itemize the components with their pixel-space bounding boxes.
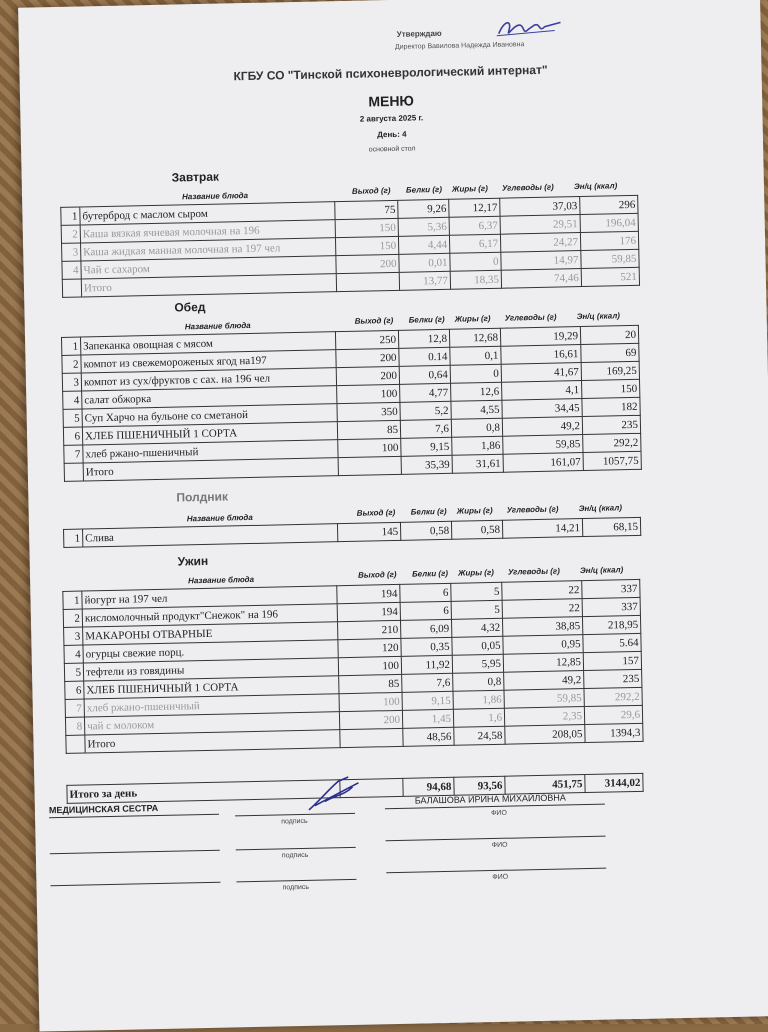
signature-caption: подпись bbox=[281, 851, 309, 860]
dish-fat: 0 bbox=[450, 364, 501, 383]
row-number: 2 bbox=[61, 225, 80, 243]
dish-protein: 9,15 bbox=[402, 691, 453, 710]
dish-energy: 157 bbox=[583, 651, 641, 670]
dish-protein: 4,77 bbox=[400, 383, 451, 402]
row-number: 7 bbox=[64, 445, 83, 463]
total-label: Итого bbox=[85, 730, 340, 753]
dish-name: Каша вязкая ячневая молочная на 196 bbox=[80, 220, 335, 243]
lunch-title: Обед bbox=[174, 299, 206, 315]
dish-fat: 5 bbox=[451, 582, 502, 601]
dish-yield: 100 bbox=[338, 438, 401, 457]
signature-caption: подпись bbox=[282, 883, 310, 892]
col-carbs-header: Углеводы (г) bbox=[506, 504, 559, 515]
total-label: Итого bbox=[83, 458, 338, 481]
dish-yield: 120 bbox=[338, 638, 401, 657]
dish-carbs: 14,97 bbox=[501, 251, 581, 271]
dish-carbs: 12,85 bbox=[503, 653, 583, 673]
dish-yield: 350 bbox=[337, 402, 400, 421]
dish-name: Суп Харчо на бульоне со сметаной bbox=[82, 404, 337, 427]
dish-carbs: 16,61 bbox=[501, 345, 581, 365]
dish-yield: 194 bbox=[337, 602, 400, 621]
total-carbs: 208,05 bbox=[505, 725, 585, 745]
day-total-protein: 94,68 bbox=[403, 777, 454, 796]
dish-name: тефтели из говядины bbox=[83, 658, 338, 681]
dish-energy: 20 bbox=[580, 325, 638, 344]
dish-fat: 6,37 bbox=[449, 216, 500, 235]
dinner-title: Ужин bbox=[177, 553, 209, 569]
dish-yield: 200 bbox=[336, 254, 399, 273]
row-number bbox=[64, 463, 83, 481]
dish-energy: 337 bbox=[582, 597, 640, 616]
dish-protein: 12,8 bbox=[398, 329, 449, 348]
dish-energy: 5.64 bbox=[583, 633, 641, 652]
dish-name: бутерброд с маслом сыром bbox=[80, 202, 335, 225]
dinner-table bbox=[62, 579, 643, 754]
nurse-position: МЕДИЦИНСКАЯ СЕСТРА bbox=[48, 803, 159, 816]
total-yield bbox=[338, 456, 401, 475]
director-line: Директор Вавилова Надежда Ивановна bbox=[394, 41, 525, 51]
dish-energy: 68,15 bbox=[582, 517, 640, 536]
dish-energy: 196,04 bbox=[580, 213, 638, 232]
row-number: 5 bbox=[64, 663, 83, 681]
dish-energy: 69 bbox=[581, 343, 639, 362]
signature-line bbox=[236, 879, 356, 883]
dish-name: Слива bbox=[83, 524, 338, 547]
dish-energy: 182 bbox=[582, 397, 640, 416]
dish-energy: 176 bbox=[580, 231, 638, 250]
total-fat: 18,35 bbox=[450, 270, 501, 289]
dish-fat: 5 bbox=[451, 600, 502, 619]
dish-protein: 0,64 bbox=[399, 365, 450, 384]
dish-fat: 0,58 bbox=[451, 520, 502, 539]
dish-protein: 0,01 bbox=[399, 253, 450, 272]
col-energy-header: Эн/ц (ккал) bbox=[578, 503, 623, 514]
total-yield bbox=[336, 272, 399, 291]
fio-caption: ФИО bbox=[492, 873, 509, 882]
dish-name: МАКАРОНЫ ОТВАРНЫЕ bbox=[83, 622, 338, 645]
dish-carbs: 4,1 bbox=[502, 381, 582, 401]
dish-carbs: 19,29 bbox=[500, 327, 580, 347]
dish-yield: 100 bbox=[337, 384, 400, 403]
menu-date: 2 августа 2025 г. bbox=[359, 113, 424, 124]
row-number: 1 bbox=[61, 207, 80, 225]
total-carbs: 161,07 bbox=[503, 453, 583, 473]
col-name-header: Название блюда bbox=[181, 190, 249, 202]
col-carbs-header: Углеводы (г) bbox=[501, 182, 554, 193]
dish-carbs: 24,27 bbox=[500, 233, 580, 253]
dish-name: йогурт на 197 чел bbox=[82, 586, 337, 609]
dish-protein: 9,26 bbox=[398, 199, 449, 218]
day-total-fat: 93,56 bbox=[454, 776, 505, 795]
snack-title: Полдник bbox=[176, 489, 229, 505]
total-protein: 35,39 bbox=[401, 455, 452, 474]
row-number: 3 bbox=[62, 373, 81, 391]
col-name-header: Название блюда bbox=[184, 320, 251, 332]
approval-label: Утверждаю bbox=[396, 28, 442, 39]
dish-energy: 235 bbox=[584, 669, 642, 688]
dish-yield: 100 bbox=[338, 656, 401, 675]
col-protein-header: Белки (г) bbox=[411, 568, 449, 579]
dish-name: Каша жидкая манная молочная на 197 чел bbox=[81, 238, 336, 261]
dish-yield: 100 bbox=[339, 692, 402, 711]
fio-caption: ФИО bbox=[491, 841, 508, 850]
dish-protein: 1,45 bbox=[402, 709, 453, 728]
row-number: 1 bbox=[64, 529, 83, 547]
fio-line bbox=[386, 868, 606, 874]
dish-yield: 250 bbox=[335, 330, 398, 349]
dish-protein: 11,92 bbox=[401, 655, 452, 674]
total-protein: 13,77 bbox=[399, 271, 450, 290]
dish-yield: 85 bbox=[337, 420, 400, 439]
dish-fat: 1,86 bbox=[452, 436, 503, 455]
day-total-label: Итого за день bbox=[67, 780, 340, 804]
dish-energy: 218,95 bbox=[582, 615, 640, 634]
row-number: 8 bbox=[65, 717, 84, 735]
day-total-carbs: 451,75 bbox=[505, 775, 585, 795]
dish-energy: 292,2 bbox=[583, 433, 641, 452]
dish-protein: 6 bbox=[400, 601, 451, 620]
row-number: 6 bbox=[65, 681, 84, 699]
row-number: 2 bbox=[63, 609, 82, 627]
row-number bbox=[66, 735, 85, 753]
dish-fat: 0,05 bbox=[452, 636, 503, 655]
dish-yield: 200 bbox=[339, 710, 402, 729]
nurse-signature bbox=[304, 775, 365, 816]
dish-protein: 5,2 bbox=[400, 401, 451, 420]
total-label: Итого bbox=[81, 274, 336, 297]
dish-protein: 0,35 bbox=[401, 637, 452, 656]
row-number: 4 bbox=[64, 645, 83, 663]
dish-name: чай с молоком bbox=[84, 712, 339, 735]
col-carbs-header: Углеводы (г) bbox=[504, 312, 557, 323]
nurse-full-name: БАЛАШОВА ИРИНА МИХАЙЛОВНА bbox=[414, 792, 566, 806]
row-number: 3 bbox=[64, 627, 83, 645]
col-fat-header: Жиры (г) bbox=[457, 567, 494, 578]
snack-table bbox=[63, 517, 641, 548]
col-yield-header: Выход (г) bbox=[354, 315, 394, 326]
dish-yield: 85 bbox=[339, 674, 402, 693]
breakfast-title: Завтрак bbox=[171, 169, 220, 185]
col-yield-header: Выход (г) bbox=[356, 507, 396, 518]
dish-yield: 200 bbox=[336, 366, 399, 385]
dish-energy: 150 bbox=[582, 379, 640, 398]
dish-energy: 337 bbox=[582, 579, 640, 598]
dish-name: хлеб ржано-пшеничный bbox=[83, 440, 338, 463]
dish-name: хлеб ржано-пшеничный bbox=[84, 694, 339, 717]
dish-protein: 9,15 bbox=[401, 437, 452, 456]
total-energy: 521 bbox=[581, 267, 639, 286]
page-title: МЕНЮ bbox=[368, 92, 415, 110]
row-number bbox=[62, 279, 81, 297]
total-energy: 1394,3 bbox=[585, 723, 643, 742]
total-energy: 1057,75 bbox=[583, 451, 641, 470]
dish-carbs: 41,67 bbox=[501, 363, 581, 383]
dish-energy: 59,85 bbox=[581, 249, 639, 268]
dish-yield: 210 bbox=[338, 620, 401, 639]
fio-caption: ФИО bbox=[490, 809, 507, 818]
total-carbs: 74,46 bbox=[501, 269, 581, 289]
dish-name: компот из сух/фруктов с сах. на 196 чел bbox=[81, 368, 336, 391]
row-number: 4 bbox=[63, 391, 82, 409]
dish-carbs: 14,21 bbox=[502, 519, 582, 539]
dish-energy: 235 bbox=[582, 415, 640, 434]
dish-protein: 6,09 bbox=[400, 619, 451, 638]
row-number: 2 bbox=[62, 355, 81, 373]
breakfast-table bbox=[60, 195, 640, 298]
dish-name: салат обжорка bbox=[82, 386, 337, 409]
row-number: 5 bbox=[63, 409, 82, 427]
col-name-header: Название блюда bbox=[186, 512, 253, 524]
col-name-header: Название блюда bbox=[188, 574, 255, 586]
dish-yield: 75 bbox=[335, 200, 398, 219]
menu-day: День: 4 bbox=[377, 129, 407, 140]
dish-yield: 150 bbox=[335, 236, 398, 255]
dish-yield: 145 bbox=[337, 522, 400, 541]
col-energy-header: Эн/ц (ккал) bbox=[579, 565, 624, 576]
signature-line bbox=[50, 882, 220, 887]
row-number: 4 bbox=[62, 261, 81, 279]
col-yield-header: Выход (г) bbox=[351, 186, 391, 196]
day-total-energy: 3144,02 bbox=[585, 773, 643, 792]
col-protein-header: Белки (г) bbox=[408, 314, 445, 325]
col-fat-header: Жиры (г) bbox=[454, 313, 491, 324]
dish-yield: 150 bbox=[335, 218, 398, 237]
menu-sheet bbox=[18, 0, 768, 1032]
signature-line bbox=[236, 847, 356, 851]
dish-name: ХЛЕБ ПШЕНИЧНЫЙ 1 СОРТА bbox=[82, 422, 337, 445]
dish-protein: 7,6 bbox=[400, 419, 451, 438]
dish-carbs: 37,03 bbox=[500, 197, 580, 217]
dish-carbs: 22 bbox=[502, 599, 582, 619]
dish-name: кисломолочный продукт"Снежок" на 196 bbox=[82, 604, 337, 627]
dish-yield: 200 bbox=[336, 348, 399, 367]
dish-yield: 194 bbox=[337, 584, 400, 603]
diet-table-type: основной стол bbox=[368, 145, 416, 154]
dish-energy: 29,6 bbox=[584, 705, 642, 724]
total-fat: 24,58 bbox=[454, 726, 505, 745]
col-energy-header: Эн/ц (ккал) bbox=[576, 311, 621, 322]
dish-carbs: 2,35 bbox=[504, 707, 584, 727]
dish-carbs: 59,85 bbox=[504, 689, 584, 709]
row-number: 3 bbox=[62, 243, 81, 261]
dish-name: огурцы свежие порц. bbox=[83, 640, 338, 663]
row-number: 6 bbox=[63, 427, 82, 445]
dish-fat: 5,95 bbox=[452, 654, 503, 673]
col-fat-header: Жиры (г) bbox=[456, 505, 493, 516]
dish-fat: 0,1 bbox=[450, 346, 501, 365]
total-yield bbox=[340, 728, 403, 747]
dish-carbs: 38,85 bbox=[502, 617, 582, 637]
dish-protein: 4,44 bbox=[398, 235, 449, 254]
signature-caption: подпись bbox=[281, 817, 308, 826]
dish-energy: 169,25 bbox=[581, 361, 639, 380]
dish-fat: 12,6 bbox=[451, 382, 502, 401]
dish-carbs: 22 bbox=[502, 581, 582, 601]
dish-fat: 6,17 bbox=[449, 234, 500, 253]
dish-carbs: 49,2 bbox=[502, 417, 582, 437]
dish-energy: 292,2 bbox=[584, 687, 642, 706]
dish-protein: 0.14 bbox=[399, 347, 450, 366]
dish-carbs: 59,85 bbox=[503, 435, 583, 455]
col-energy-header: Эн/ц (ккал) bbox=[573, 181, 618, 192]
dish-fat: 4,55 bbox=[451, 400, 502, 419]
organization-name: КГБУ СО "Тинской психоневрологический интернат" bbox=[233, 62, 548, 84]
dish-protein: 0,58 bbox=[400, 521, 451, 540]
col-protein-header: Белки (г) bbox=[410, 506, 447, 517]
dish-carbs: 29,51 bbox=[500, 215, 580, 235]
col-protein-header: Белки (г) bbox=[405, 184, 443, 195]
dish-name: Запеканка овощная с мясом bbox=[80, 332, 335, 355]
table-row bbox=[64, 517, 641, 547]
dish-fat: 1,86 bbox=[453, 690, 504, 709]
dish-name: компот из свежемороженых ягод на197 bbox=[81, 350, 336, 373]
dish-fat: 0,8 bbox=[453, 672, 504, 691]
row-number: 7 bbox=[65, 699, 84, 717]
total-fat: 31,61 bbox=[452, 454, 503, 473]
director-signature bbox=[494, 14, 565, 43]
dish-fat: 12,68 bbox=[449, 328, 500, 347]
dish-fat: 4,32 bbox=[451, 618, 502, 637]
dish-name: ХЛЕБ ПШЕНИЧНЫЙ 1 СОРТА bbox=[84, 676, 339, 699]
col-fat-header: Жиры (г) bbox=[451, 183, 488, 194]
dish-protein: 7,6 bbox=[402, 673, 453, 692]
row-number: 1 bbox=[63, 591, 82, 609]
fio-line bbox=[386, 836, 606, 842]
total-protein: 48,56 bbox=[403, 727, 454, 746]
dish-fat: 0,8 bbox=[451, 418, 502, 437]
col-yield-header: Выход (г) bbox=[357, 569, 397, 580]
dish-carbs: 34,45 bbox=[502, 399, 582, 419]
col-carbs-header: Углеводы (г) bbox=[507, 566, 560, 577]
signature-line bbox=[50, 850, 220, 855]
lunch-table bbox=[61, 325, 642, 482]
dish-fat: 12,17 bbox=[449, 198, 500, 217]
row-number: 1 bbox=[61, 337, 80, 355]
dish-protein: 5,36 bbox=[398, 217, 449, 236]
dish-carbs: 0,95 bbox=[503, 635, 583, 655]
dish-protein: 6 bbox=[400, 583, 451, 602]
dish-name: Чай с сахаром bbox=[81, 256, 336, 279]
dish-fat: 0 bbox=[450, 252, 501, 271]
dish-fat: 1,6 bbox=[453, 708, 504, 727]
dish-carbs: 49,2 bbox=[504, 671, 584, 691]
dish-energy: 296 bbox=[580, 195, 638, 214]
